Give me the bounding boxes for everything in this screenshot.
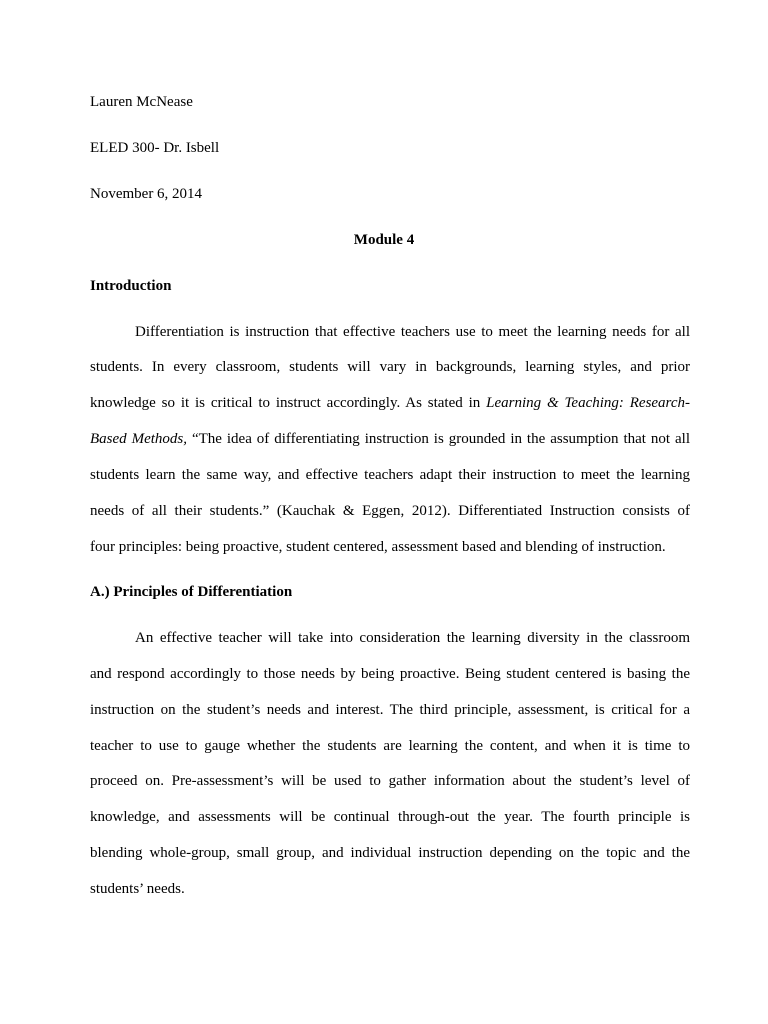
paragraph-line: students’ needs. xyxy=(90,881,185,897)
date-line: November 6, 2014 xyxy=(90,186,203,202)
course-line: ELED 300- Dr. Isbell xyxy=(90,140,220,156)
paragraph-line: four principles: being proactive, student centered, assessment based and blending of instruction. xyxy=(90,539,666,555)
paragraph-line: Differentiation is instruction that effective teachers use to meet the learning needs for all xyxy=(135,324,690,340)
line-text: knowledge so it is critical to instruct accordingly. As stated in xyxy=(90,395,487,411)
paragraph-line: knowledge, and assessments will be continual through-out the year. The fourth principle is xyxy=(90,809,690,825)
paragraph-line: proceed on. Pre-assessment’s will be used to gather information about the student’s level of xyxy=(90,773,690,789)
introduction-heading: Introduction xyxy=(90,278,172,294)
paragraph-line: students. In every classroom, students will vary in backgrounds, learning styles, and prior xyxy=(90,359,690,375)
paragraph-line: blending whole-group, small group, and individual instruction depending on the topic and the xyxy=(90,845,690,861)
paragraph-line: teacher to use to gauge whether the students are learning the content, and when it is time to xyxy=(90,738,690,754)
paragraph-line: students learn the same way, and effective teachers adapt their instruction to meet the learning xyxy=(90,467,690,483)
paragraph-line: needs of all their students.” (Kauchak & Eggen, 2012). Differentiated Instruction consists of xyxy=(90,503,690,519)
book-title-italic: Based Methods, xyxy=(90,431,188,447)
document-title: Module 4 xyxy=(353,232,415,248)
line-text: “The idea of differentiating instruction is grounded in the assumption that not all xyxy=(187,431,690,447)
paragraph-line: and respond accordingly to those needs by being proactive. Being student centered is basing the xyxy=(90,666,690,682)
paragraph-line xyxy=(90,430,690,448)
paragraph-line: An effective teacher will take into consideration the learning diversity in the classroom xyxy=(135,630,690,646)
paragraph-line xyxy=(90,394,690,412)
author-name: Lauren McNease xyxy=(90,94,193,110)
book-title-italic: Learning & Teaching: Research- xyxy=(486,395,690,411)
paragraph-line: instruction on the student’s needs and interest. The third principle, assessment, is critical for a xyxy=(90,702,690,718)
principles-heading: A.) Principles of Differentiation xyxy=(90,584,293,600)
